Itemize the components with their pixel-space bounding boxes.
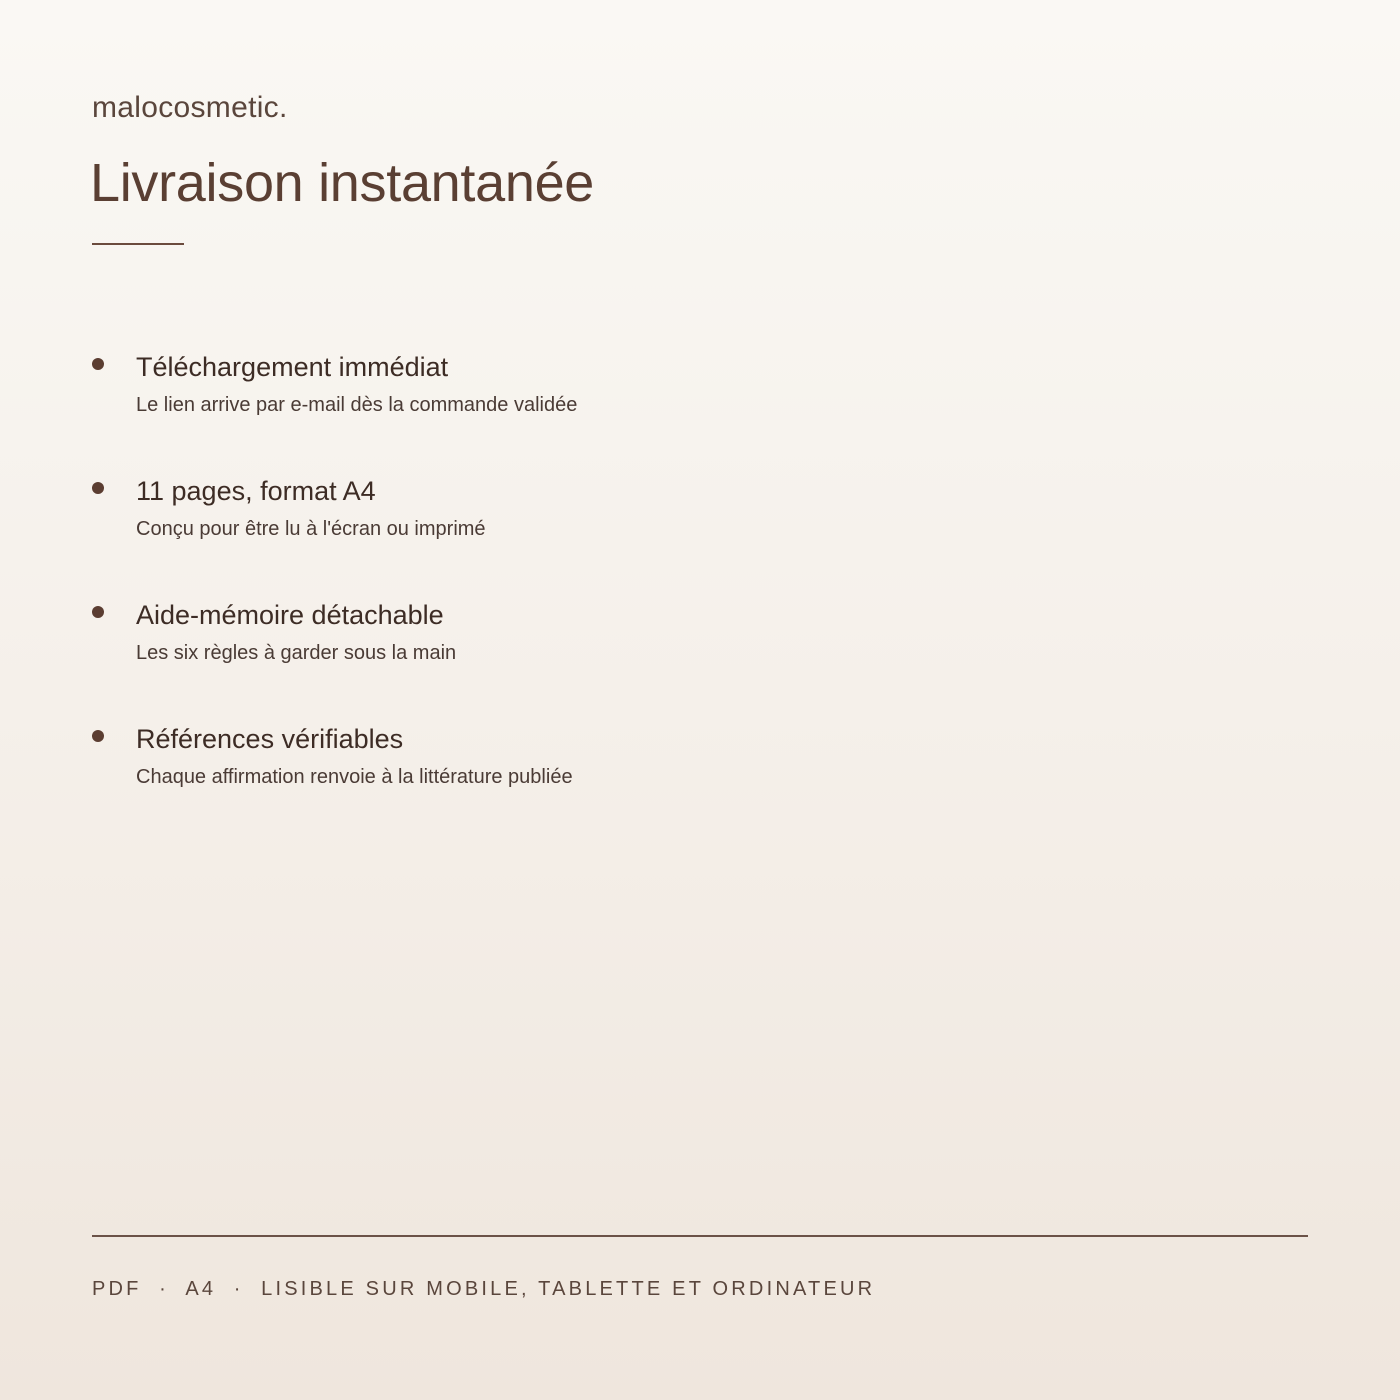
feature-item: [92, 350, 992, 474]
bullet-icon: [92, 482, 104, 494]
title-underline: [92, 243, 184, 245]
feature-item: [92, 722, 992, 846]
feature-title: Téléchargement immédiat: [136, 352, 449, 382]
footer-divider: [92, 1235, 1308, 1237]
feature-title: Références vérifiables: [136, 724, 404, 754]
feature-description: Conçu pour être lu à l'écran ou imprimé: [136, 518, 486, 540]
feature-description: Le lien arrive par e-mail dès la commande validée: [136, 394, 578, 416]
feature-title: 11 pages, format A4: [136, 476, 376, 506]
feature-item: [92, 474, 992, 598]
feature-item: [92, 598, 992, 722]
bullet-icon: [92, 730, 104, 742]
feature-title: Aide-mémoire détachable: [136, 600, 444, 630]
bullet-icon: [92, 358, 104, 370]
bullet-icon: [92, 606, 104, 618]
page-title: Livraison instantanée: [90, 153, 595, 213]
brand-name: malocosmetic.: [92, 91, 288, 124]
feature-description: Chaque affirmation renvoie à la littérature publiée: [136, 766, 573, 788]
feature-description: Les six règles à garder sous la main: [136, 642, 457, 664]
feature-list: [92, 350, 992, 846]
footer-format-info: PDF · A4 · LISIBLE SUR MOBILE, TABLETTE ET ORDINATEUR: [92, 1278, 876, 1300]
